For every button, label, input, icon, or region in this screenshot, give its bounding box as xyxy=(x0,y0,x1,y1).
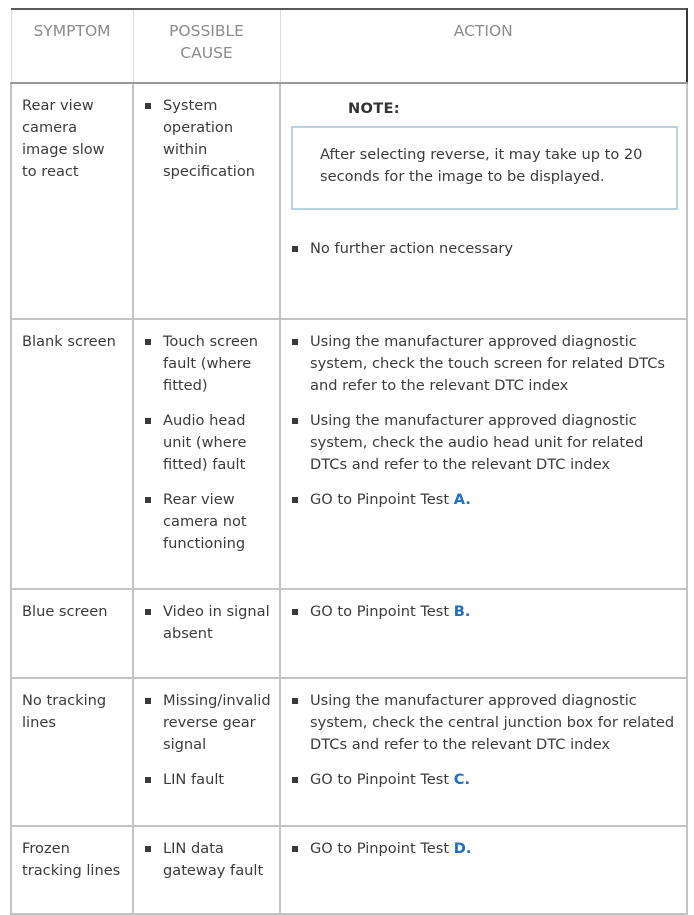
action-item: Using the manufacturer approved diagnostic system, check the audio head unit for related DTCs and refer to the relevant DTC index xyxy=(291,410,678,476)
symptom-text: No tracking lines xyxy=(22,692,107,731)
cause-item: LIN fault xyxy=(144,769,271,791)
cause-item: System operation within specification xyxy=(144,95,271,183)
symptom-text: Rear view camera image slow to react xyxy=(22,97,105,180)
action-item: GO to Pinpoint Test A. xyxy=(291,489,678,511)
header-symptom: SYMPTOM xyxy=(11,9,133,83)
bullet-icon xyxy=(145,418,151,424)
note-box xyxy=(291,126,678,210)
action-item: GO to Pinpoint Test D. xyxy=(291,838,678,860)
action-item: No further action necessary xyxy=(291,238,678,260)
action-cell xyxy=(280,319,687,589)
cause-item: LIN data gateway fault xyxy=(144,838,271,882)
action-cell xyxy=(280,589,687,678)
cause-item: Video in signal absent xyxy=(144,601,271,645)
pinpoint-test-link[interactable]: D. xyxy=(453,840,472,857)
action-cell xyxy=(280,826,687,914)
symptom-cell xyxy=(11,678,133,826)
action-item: GO to Pinpoint Test B. xyxy=(291,601,678,623)
note-text: After selecting reverse, it may take up to 20 seconds for the image to be displayed. xyxy=(320,146,643,185)
bullet-icon xyxy=(292,246,298,252)
cause-cell xyxy=(133,83,280,319)
bullet-icon xyxy=(292,339,298,345)
table-row xyxy=(11,589,687,678)
table-row xyxy=(11,83,687,319)
symptom-cell xyxy=(11,319,133,589)
cause-cell xyxy=(133,678,280,826)
symptom-text: Blank screen xyxy=(22,333,116,350)
bullet-icon xyxy=(145,609,151,615)
cause-item: Audio head unit (where fitted) fault xyxy=(144,410,271,476)
header-cause: POSSIBLE CAUSE xyxy=(133,9,280,83)
action-item: Using the manufacturer approved diagnostic system, check the touch screen for related DTCs and refer to the relevant DTC index xyxy=(291,331,678,397)
pinpoint-test-link[interactable]: B. xyxy=(453,603,471,620)
bullet-icon xyxy=(292,698,298,704)
symptom-cell xyxy=(11,589,133,678)
action-cell xyxy=(280,678,687,826)
bullet-icon xyxy=(145,698,151,704)
bullet-icon xyxy=(145,497,151,503)
cause-cell xyxy=(133,826,280,914)
table-row xyxy=(11,826,687,914)
symptom-text: Blue screen xyxy=(22,603,108,620)
bullet-icon xyxy=(145,339,151,345)
table-row xyxy=(11,319,687,589)
action-item: Using the manufacturer approved diagnostic system, check the central junction box for related DTCs and refer to the relevant DTC index xyxy=(291,690,678,756)
cause-item: Missing/invalid reverse gear signal xyxy=(144,690,271,756)
symptom-text: Frozen tracking lines xyxy=(22,840,121,879)
bullet-icon xyxy=(292,609,298,615)
bullet-icon xyxy=(145,103,151,109)
pinpoint-test-link[interactable]: C. xyxy=(453,771,471,788)
action-item: GO to Pinpoint Test C. xyxy=(291,769,678,791)
header-row xyxy=(11,9,687,83)
bullet-icon xyxy=(292,497,298,503)
table-row xyxy=(11,678,687,826)
bullet-icon xyxy=(145,777,151,783)
bullet-icon xyxy=(292,418,298,424)
note-label: NOTE: xyxy=(348,100,400,117)
action-cell xyxy=(280,83,687,319)
cause-item: Touch screen fault (where fitted) xyxy=(144,331,271,397)
header-action: ACTION xyxy=(280,9,687,83)
symptom-cell xyxy=(11,83,133,319)
cause-item: Rear view camera not functioning xyxy=(144,489,271,555)
symptom-cell xyxy=(11,826,133,914)
cause-cell xyxy=(133,319,280,589)
diagnostic-table xyxy=(10,8,688,915)
bullet-icon xyxy=(292,846,298,852)
cause-cell xyxy=(133,589,280,678)
pinpoint-test-link[interactable]: A. xyxy=(453,491,471,508)
bullet-icon xyxy=(292,777,298,783)
bullet-icon xyxy=(145,846,151,852)
